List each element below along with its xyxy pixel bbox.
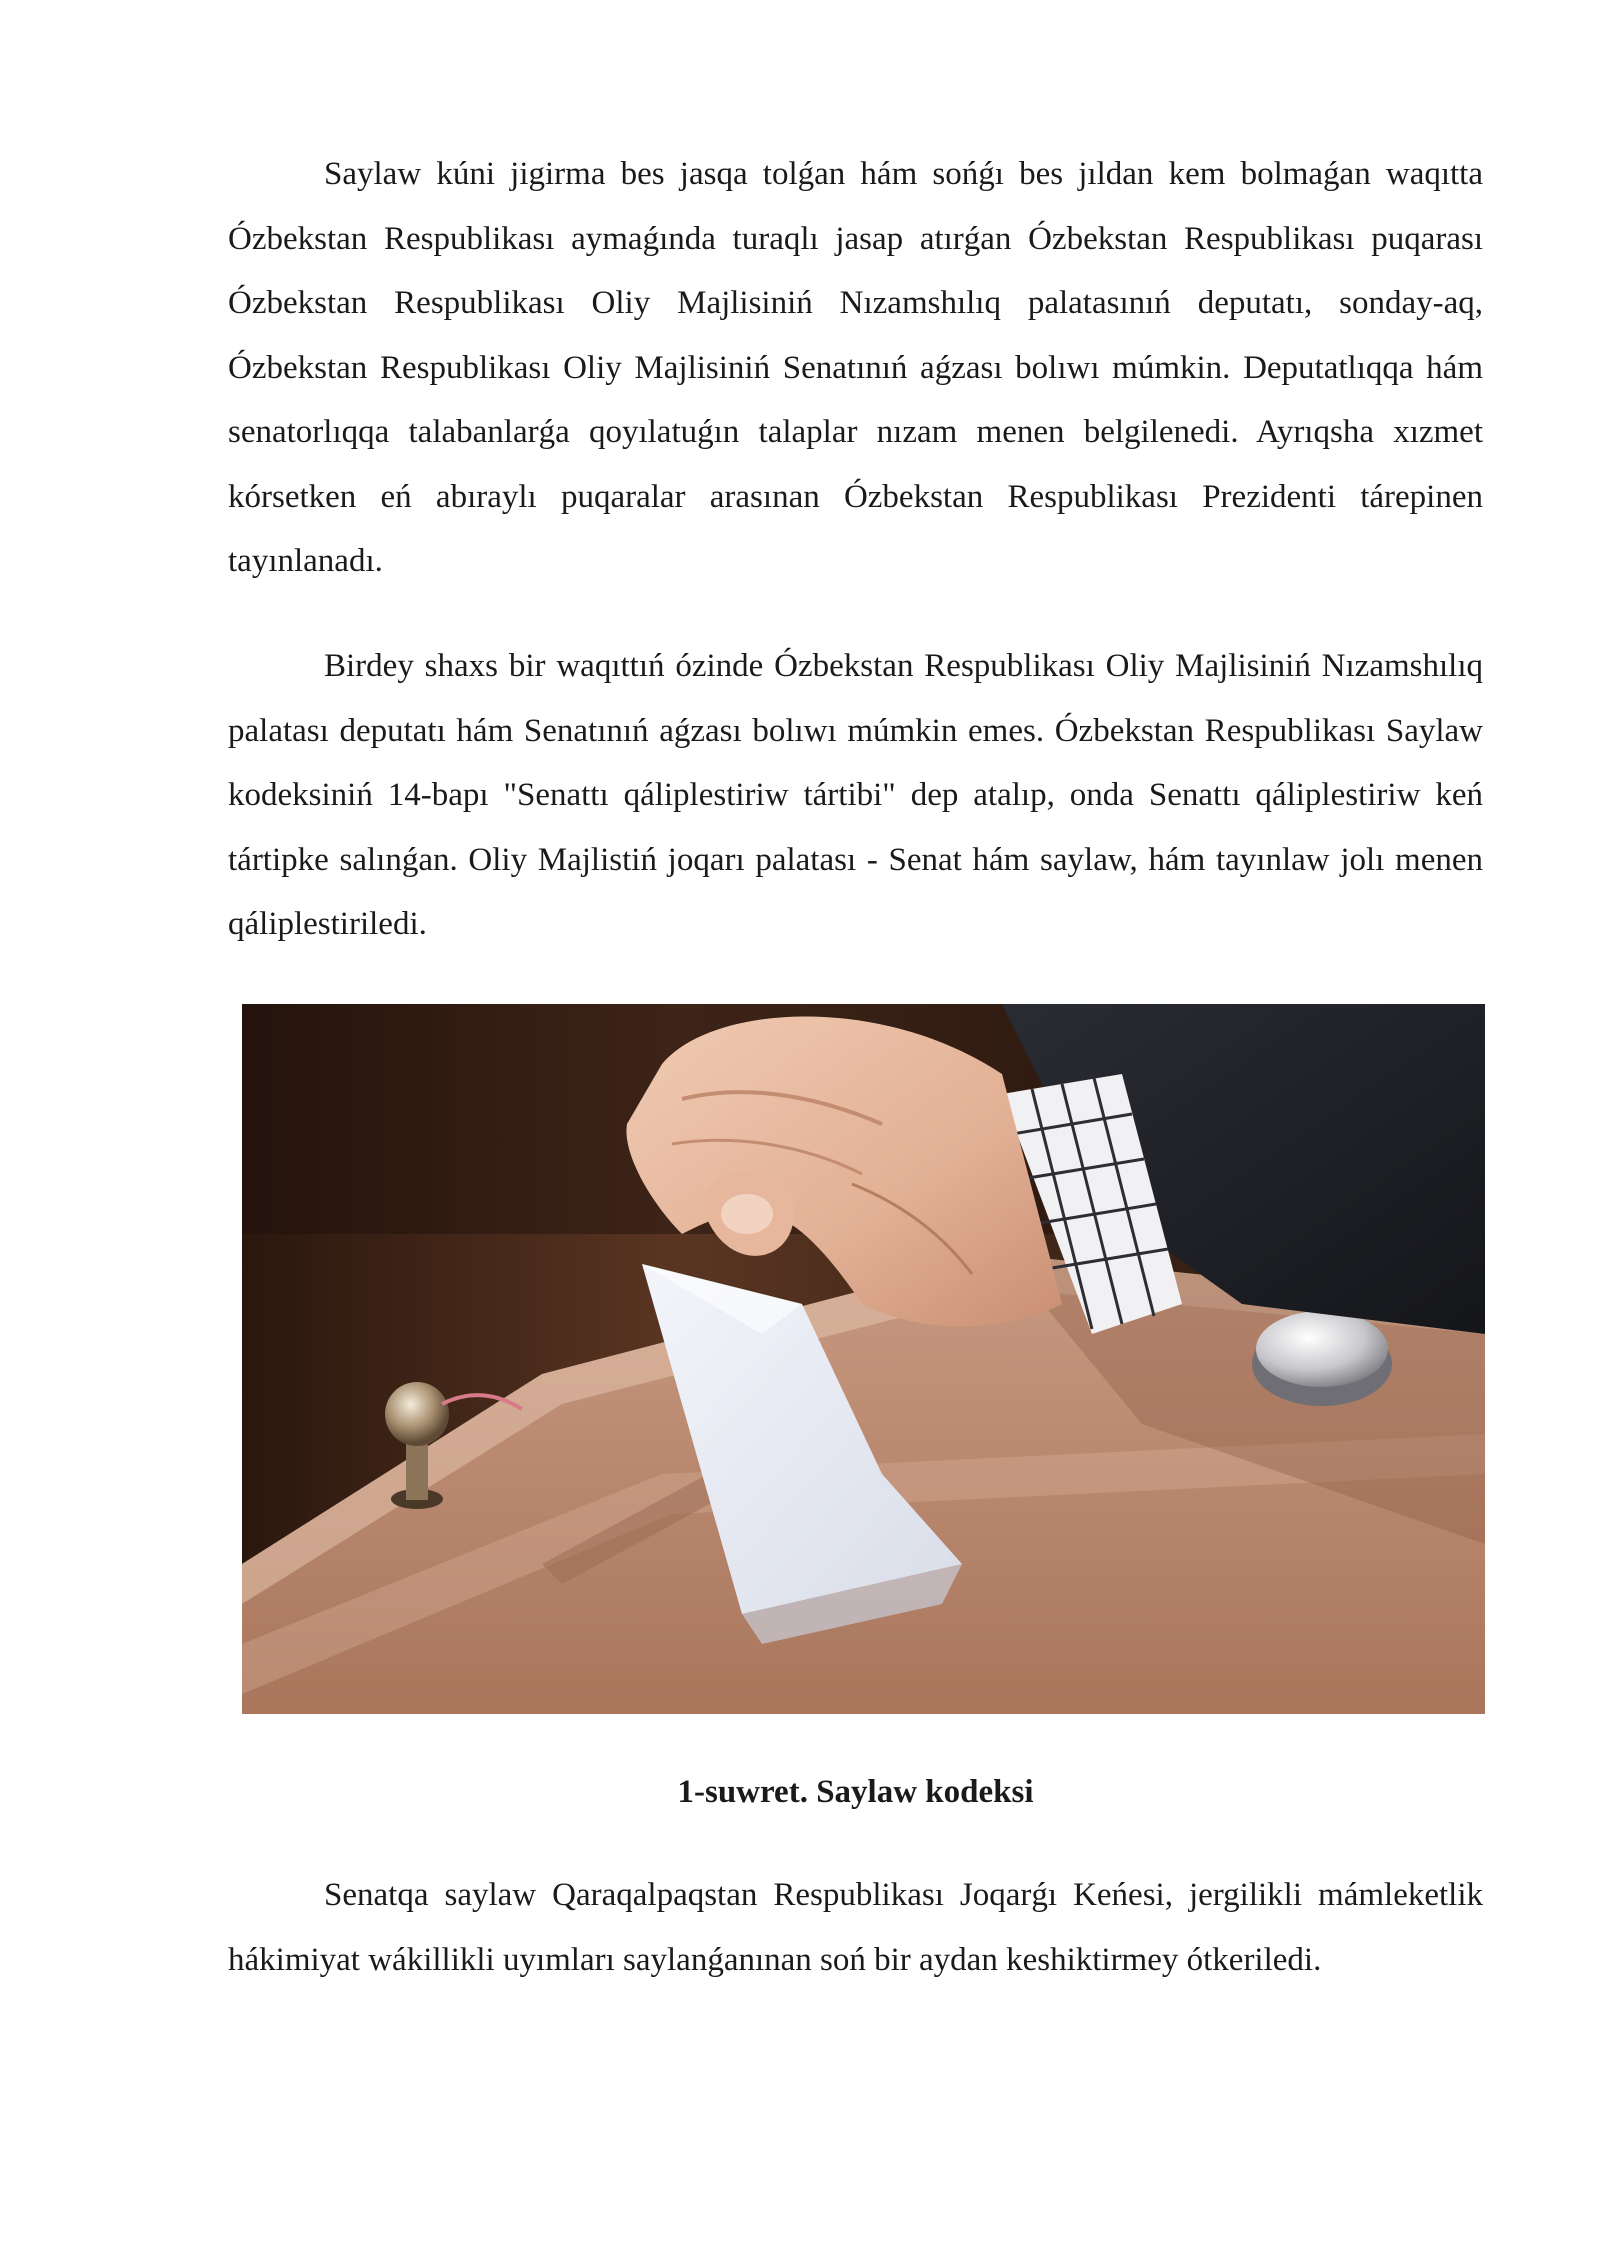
paragraph-senate-formation: Birdey shaxs bir waqıttıń ózinde Ózbekstan Respublikası Oliy Majlisiniń Nızamshılıq palatası deputatı hám Senatınıń aǵzası bolıwı múmkin emes. Ózbekstan Respublikası Saylaw kodeksiniń 14-bapı "Senattı qáliplestiriw tártibi" dep atalıp, onda Senattı qáliplestiriw keń tártipke salınǵan. Oliy Majlistiń joqarı palatası - Senat hám saylaw, hám tayınlaw jolı menen qáliplestiriledi. [228, 648, 1483, 942]
paragraph-senate-election: Senatqa saylaw Qaraqalpaqstan Respublikası Joqarǵı Keńesi, jergilikli mámleketlik hákimiyat wákillikli uyımları saylanǵanınan soń bir aydan keshiktirmey ótkeriledi. [228, 1877, 1483, 1978]
ballot-photo [242, 1004, 1485, 1714]
figure-caption: 1-suwret. Saylaw kodeksi [677, 1774, 1034, 1810]
ballot-box-illustration [242, 1004, 1485, 1714]
paragraph-eligibility: Saylaw kúni jigirma bes jasqa tolǵan hám sońǵı bes jıldan kem bolmaǵan waqıtta Ózbekstan Respublikası aymaǵında turaqlı jasap atırǵan Ózbekstan Respublikası puqarası Ózbekstan Respublikası Oliy Majlisiniń Nızamshılıq palatasınıń deputatı, sonday-aq, Ózbekstan Respublikası Oliy Majlisiniń Senatınıń aǵzası bolıwı múmkin. Deputatlıqqa hám senatorlıqqa talabanlarǵa qoyılatuǵın talaplar nızam menen belgilenedi. Ayrıqsha xızmet kórsetken eń abıraylı puqaralar arasınan Ózbekstan Respublikası Prezidenti tárepinen tayınlanadı. [228, 156, 1483, 579]
